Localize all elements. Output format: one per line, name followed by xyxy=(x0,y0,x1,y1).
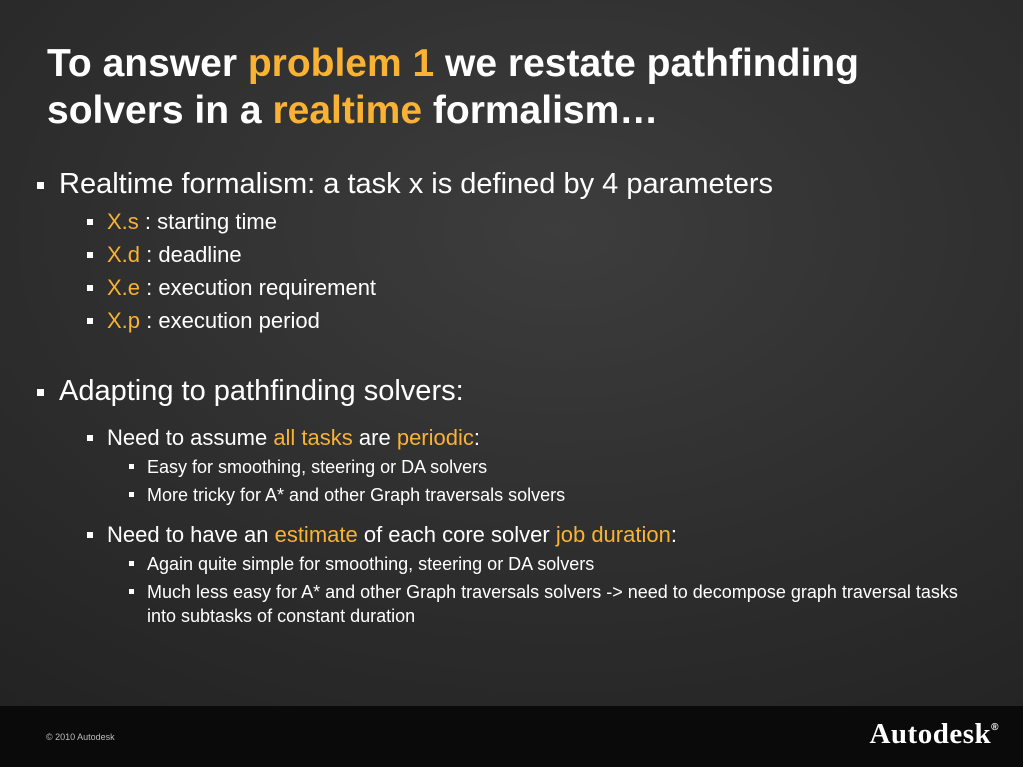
param-desc: : execution requirement xyxy=(140,275,377,300)
param-key: X.d xyxy=(107,242,141,267)
bullet-text: Adapting to pathfinding solvers: xyxy=(59,375,464,407)
param-item xyxy=(107,242,242,268)
param-item xyxy=(107,275,376,301)
bullet-marker-icon xyxy=(129,561,134,566)
bullet-marker-icon xyxy=(129,589,134,594)
logo-text: Autodesk xyxy=(869,718,992,750)
title-text: formalism… xyxy=(422,89,659,132)
param-key: X.p xyxy=(107,308,141,333)
param-desc: : deadline xyxy=(140,242,242,267)
param-key: X.s xyxy=(107,209,139,234)
sub-bullet-periodic xyxy=(107,425,480,451)
sub-text: : xyxy=(473,425,480,450)
bullet-marker-icon xyxy=(87,252,93,258)
detail-item xyxy=(147,580,977,628)
detail-text: More tricky for A* and other Graph traversals solvers xyxy=(147,485,566,505)
bullet-marker-icon xyxy=(87,285,93,291)
bullet-text: Realtime formalism: a task x is defined by 4 parameters xyxy=(59,168,773,200)
bullet-marker-icon xyxy=(87,318,93,324)
sub-text: Need to assume xyxy=(107,425,274,450)
title-highlight: realtime xyxy=(272,89,423,132)
autodesk-logo xyxy=(869,718,999,751)
sub-text: Need to have an xyxy=(107,522,275,547)
detail-text: Easy for smoothing, steering or DA solvers xyxy=(147,457,488,477)
sub-highlight: periodic xyxy=(396,425,474,450)
param-item xyxy=(107,308,320,334)
bullet-realtime-formalism xyxy=(59,168,773,201)
title-text: we restate pathfinding xyxy=(434,42,859,85)
bullet-marker-icon xyxy=(37,182,44,189)
slide-footer xyxy=(0,706,1023,767)
sub-text: are xyxy=(352,425,397,450)
param-item xyxy=(107,209,277,235)
sub-highlight: job duration xyxy=(555,522,671,547)
title-highlight: problem 1 xyxy=(247,42,435,85)
param-desc: : execution period xyxy=(140,308,320,333)
sub-text: of each core solver xyxy=(357,522,556,547)
detail-text: Again quite simple for smoothing, steering or DA solvers xyxy=(147,554,595,574)
sub-highlight: all tasks xyxy=(273,425,353,450)
bullet-marker-icon xyxy=(37,389,44,396)
bullet-marker-icon xyxy=(129,492,134,497)
copyright-text: © 2010 Autodesk xyxy=(46,732,115,742)
detail-text: Much less easy for A* and other Graph traversals solvers -> need to decompose graph traversal tasks into subtasks of constant duration xyxy=(147,582,958,626)
sub-text: : xyxy=(670,522,677,547)
bullet-marker-icon xyxy=(87,219,93,225)
title-text: To answer xyxy=(47,42,248,85)
bullet-marker-icon xyxy=(87,435,93,441)
sub-highlight: estimate xyxy=(274,522,358,547)
title-text: solvers in a xyxy=(47,89,273,132)
sub-bullet-estimate xyxy=(107,522,677,548)
slide-title xyxy=(47,40,987,134)
registered-mark: ® xyxy=(991,722,999,733)
detail-item xyxy=(147,552,594,576)
detail-item xyxy=(147,455,487,479)
bullet-marker-icon xyxy=(87,532,93,538)
detail-item xyxy=(147,483,565,507)
bullet-marker-icon xyxy=(129,464,134,469)
param-key: X.e xyxy=(107,275,141,300)
bullet-adapting xyxy=(59,375,464,408)
param-desc: : starting time xyxy=(138,209,277,234)
